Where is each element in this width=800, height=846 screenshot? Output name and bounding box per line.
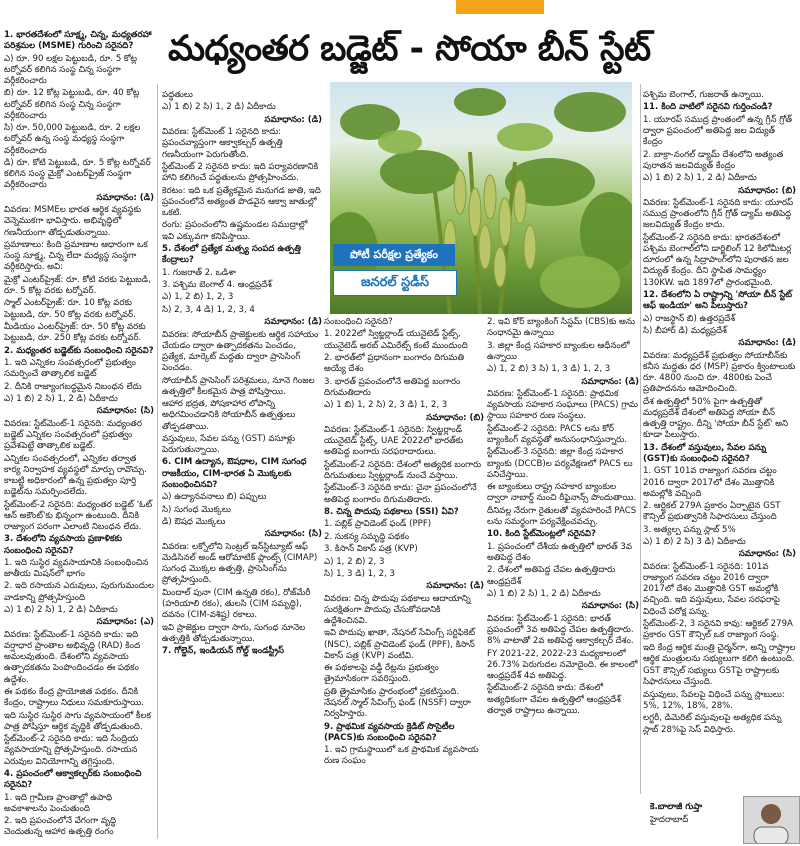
answer-line: సమాధానం: (సి) (264, 529, 322, 540)
paragraph: ఎ) 1, 2 బి) 1, 2, 3 (162, 292, 234, 303)
paragraph: 1. 2022లో స్విట్జర్లాండ్ యునైటెడ్ స్టేట్స్, యునైటెడ్ అరబ్ ఎమిరేట్స్ కంటే ముందుంది (324, 329, 468, 351)
question-text: 7. గోల్డెన్, ఇండియన్ గోల్డ్ ఇండస్ట్రీస్ (162, 646, 284, 657)
paragraph: 2. బాక్రా-నంగల్ డ్యామ్ దేశంలోని అత్యంత పురాతన జలవిద్యుత్ కేంద్రం (643, 149, 784, 171)
article-column-3 (324, 317, 484, 839)
paragraph: ఎ) ఉద్యానవనాలు బి) పప్పులు (162, 492, 267, 503)
paragraph: సి) రూ. 50,000 పెట్టుబడి, రూ. 2 లక్షల టర్నోవర్ ఉన్న సంస్థ మధ్యస్థ సంస్థగా వర్గీకరించారు (4, 123, 141, 156)
paragraph: లగ్జరీ, డిమెరిట్ వస్తువులపై అత్యధిక పన్ను స్లాబ్ 28%పై సెస్ విధిస్తారు. (643, 713, 782, 735)
paragraph: 2. ఆర్టికల్ 279A ప్రకారం ఏర్పాటైన GST కౌన్సిల్ ప్రభుత్వానికి సిఫారసులు చేస్తుంది (643, 501, 781, 523)
person-icon (744, 797, 799, 843)
paragraph: 2. దేశంలో అతిపెద్ద చేపల ఉత్పత్తిదారు ఆంధ్రప్రదేశ్ (487, 565, 616, 587)
paragraph: ఎ) 1 బి) 2 సి) 1, 2 డి) ఏదీకాదు (4, 393, 118, 404)
paragraph: స్టేట్‌మెంట్-2 సరైనది కాదు: భారతదేశంలో పశ్చిమ బెంగాల్‌లోని డార్జిలింగ్ 12 కిలోమీటర్ల దూరంలో ఉన్న సిద్రాపాంగ్‌లోని పురాతన జల విద్యుత్ కేంద్రం. దీని స్థాపిత సామర్థ్యం 130KW. ఇది 1897లో ప్రారంభమైంది. (643, 232, 792, 288)
paragraph: సి) సుగంధ మొక్కలు (162, 504, 231, 515)
paragraph: ఈ పథకం కేంద్ర ప్రాయోజిత పథకం. దీనికి కేంద్రం, రాష్ట్రాలు నిధులు సమకూరుస్తాయి. (4, 687, 144, 709)
paragraph: 1. యూరప్‌ సముద్ర ప్రాంతంలో ఉన్న గ్రీన్ గ్రోత్ ద్వారా ప్రపంచంలో అతిపెద్ద జల విద్యుత్ కేంద్రం (643, 114, 793, 148)
paragraph: స్మాల్ ఎంటర్‌ప్రైజ్: రూ. 10 కోట్ల వరకు పెట్టుబడి, రూ. 50 కోట్ల వరకు టర్నోవర్. (4, 298, 136, 320)
paragraph: 1. GST 101వ రాజ్యాంగ సవరణ చట్టం 2016 ద్వారా 2017లో దేశం మొత్తానికి అమల్లోకి వచ్చింది (643, 466, 777, 499)
paragraph: FY 2021-22, 2022-23 మధ్యకాలంలో 26.73% పెరుగుదల నమోదైంది. ఈ కాలంలో ఆంధ్రప్రదేశ్ 4వ అతిపెద్ద. (487, 648, 638, 681)
paragraph: కెరటం: ఇది ఒక ప్రత్యేకమైన మనుగడ జాతి, ఇది ప్రపంచంలోనే అత్యంత పొడవైన ఆక్వా జాతుల్లో ఒకటి. (162, 185, 321, 218)
question-text: 2. మధ్యంతర బడ్జెట్‌కు సంబంధించి సరైనవి? (4, 345, 154, 356)
paragraph: వస్తువులు, సేవలపై విధించే పన్ను స్లాబులు: 5%, 12%, 18%, 28%. (643, 689, 785, 712)
paragraph: ఎ) రాజస్థాన్ బి) ఉత్తరప్రదేశ్ (643, 313, 736, 324)
paragraph: 1. పబ్లిక్ ప్రావిడెంట్ ఫండ్ (PPF) (324, 519, 432, 530)
paragraph: వివరణ: స్టేట్‌మెంట్-1 సరైనది కాదు: ఇది వర్షాధార ప్రాంతాల అభివృద్ధి (RAD) కింద అమలవుతుంది. దేశంలోని వ్యవసాయ ఉత్పాదకతను పెంపొందించడం ఈ పథకం ఉద్దేశం. (4, 629, 141, 685)
article-column-4 (487, 317, 639, 839)
paragraph: సి) బీహార్ డి) మధ్యప్రదేశ్ (643, 325, 727, 336)
paragraph: సి) 1, 3 డి) 1, 2, 3 (324, 568, 396, 579)
paragraph: వివరణ: స్టేట్‌మెంట్-1 సరైనది: 101వ రాజ్యాంగ సవరణ చట్టం 2016 ద్వారా 2017లో దేశం మొత్తానికి GST అమల్లోకి వచ్చింది. ఇది వస్తువులు, సేవల సరఫరాపై విధించే పరోక్ష పన్ను. (643, 561, 780, 617)
paragraph: స్టేట్‌మెంట్-3 సరైనది కాదు: చైనా ప్రపంచంలోనే అతిపెద్ద బంగారం దిగుమతిదారు. (324, 483, 477, 505)
paragraph: వివరణ: స్టేట్‌మెంట్ 1 సరైనది కాదు: ప్రపంచవ్యాప్తంగా ఆక్వాకల్చర్ ఉత్పత్తి గణనీయంగా పెరుగుతోంది. (162, 127, 283, 160)
paragraph: వస్తువులు, సేవల పన్ను (GST) వసూళ్లు పెరుగుతున్నాయి. (162, 433, 295, 456)
paragraph: ఎన్నికల సంవత్సరంలో, ఎన్నికల తర్వాత కార్య నిర్వాహక వ్యవస్థలో మార్పు రావొచ్చు. కాబట్టి అధికారంలో ఉన్న ప్రభుత్వం పూర్తి బడ్జెట్‌ను సమర్పించలేదు. (4, 453, 147, 498)
paragraph: స్టేట్‌మెంట్-2 సరైనది: దేశంలో అత్యధిక బంగారు దిగుమతులు స్విట్జర్లాండ్ నుంచే వస్తాయి. (324, 459, 482, 481)
column-divider (157, 84, 158, 839)
paragraph: వివరణ: స్టేట్‌మెంట్-1 సరైనది: భారత్ ప్రపంచంలో 3వ అతిపెద్ద చేపల ఉత్పత్తిదారు. 8% వాటాతో 2వ అతిపెద్ద ఆక్వాకల్చర్ దేశం. (487, 613, 634, 647)
paragraph: స్టేట్‌మెంట్-2 సరైనది: PACS లను కోర్ బ్యాంకింగ్ వ్యవస్థతో అనుసంధానిస్తున్నారు. (487, 423, 627, 445)
paragraph: మిందాల్ పునా (CIM ఉన్నతి రకం), రోజ్‌మేరీ (హరియాలి రకం), తులసి (CIM సమృద్ధి), దవనం (CIM-వశిష్ట) రకాలు. (162, 587, 311, 621)
paragraph: 2. దీనికి రాజ్యాంగబద్ధమైన నిబంధన లేదు (4, 381, 142, 392)
paragraph: ఎ) 1 బి) 2 సి) 1, 2 డి) ఏదీకాదు (4, 605, 118, 616)
paragraph: ఈ బ్యాంకులు రాష్ట్ర సహకార బ్యాంకుల ద్వారా నాబార్డ్ నుంచి రీఫైనాన్స్ పొందుతాయి. (487, 482, 637, 504)
question-text: 3. దేశంలోని వ్యవసాయ ప్రణాళికకు సంబంధించి సరైనవి? (4, 534, 122, 556)
paragraph: ఎ) రూ. 90 లక్షల పెట్టుబడి, రూ. 5 కోట్ల టర్నోవర్ కలిగిన సంస్థ చిన్న సంస్థగా వర్గీకరించారు (4, 53, 138, 86)
paragraph: ప్రతి త్రైమాసికం ప్రారంభంలో ప్రకటిస్తుంది. నేషనల్ స్మాల్ సేవింగ్స్ ఫండ్ (NSSF) ద్వారా నిర్వహిస్తారు. (324, 686, 471, 720)
paragraph: ఎ) 1 బి) 2 సి) 1, 2 డి) ఏదీకాదు (162, 102, 276, 113)
answer-line: సమాధానం: (ఎ) (96, 617, 154, 628)
paragraph: ఎ) 1 బి) 1, 2 సి) 2, 3 డి) 1, 2, 3 (324, 400, 448, 411)
paragraph: వివరణ: స్టేట్‌మెంట్-1 సరైనది: మధ్యంతర బడ్జెట్ ఎన్నికల సంవత్సరంలో ప్రభుత్వం ప్రవేశపెట్టే తాత్కాలిక బడ్జెట్. (4, 418, 142, 452)
paragraph: 1. ప్రపంచంలో దేశీయ ఉత్పత్తిలో భారత్ 3వ అతిపెద్ద దేశం (487, 541, 633, 563)
newspaper-logo-band (456, 0, 544, 14)
answer-line: సమాధానం: (డి) (96, 192, 154, 203)
photo-caption-special: పోటీ పరీక్షల ప్రత్యేకం (333, 244, 455, 266)
paragraph: 1. ఇది సుస్థిర వ్యవసాయానికి సంబంధించిన జాతీయ మిషన్‌లో భాగం (4, 557, 149, 580)
paragraph: వివరణ: స్టేట్‌మెంట్-1 సరైనది: ప్రాథమిక వ్యవసాయ సహకార సంఘాలు (PACS) గ్రామ స్థాయి సహకార రుణ సంస్థలు. (487, 388, 638, 422)
paragraph: ఎ) 1 బి) 2 సి) 3 డి) ఏదీకాదు (643, 537, 746, 548)
question-text: 11. కింది వాటిలో సరైనవి గుర్తించండి? (643, 102, 773, 113)
paragraph: ఇవి ప్రాజెక్టుల ద్వారా సాగు, సుగంధ నూనెల ఉత్పత్తికి తోడ్పడుతున్నాయి. (162, 622, 306, 644)
answer-line: సమాధానం: (సి) (96, 406, 154, 417)
paragraph: ఎ) 1 బి) 2 సి) 1, 2 డి) ఏదీకాదు (643, 173, 757, 184)
question-text: 13. దేశంలో వస్తువులు, సేవల పన్ను (GST)కు సంబంధించి సరైనది? (643, 442, 767, 464)
paragraph: 2. ఇది రసాయన ఎరువులు, పురుగుమందుల వాడకాన్ని ప్రోత్సహిస్తుంది (4, 581, 154, 603)
paragraph: ఎ) 1, 2 బి) 3 సి) 1, 3 డి) 1, 2, 3 (487, 364, 611, 375)
paragraph: స్టేట్‌మెంట్-2 సరైనది కాదు: దేశంలో అత్యధికంగా చేపల ఉత్పత్తిలో ఆంధ్రప్రదేశ్ తర్వాత రాష్ట్రాలు ఉన్నాయి. (487, 683, 621, 716)
paragraph: వివరణ: లక్నోలోని సెంట్రల్ ఇన్‌స్టిట్యూట్ ఆఫ్ మెడిసినల్ అండ్ ఆరోమాటిక్ ప్లాంట్స్ (CIMAP) సుగంధ మొక్కల ఉత్పత్తి, ప్రాసెసింగ్‌ను ప్రోత్సహిస్తుంది. (162, 541, 318, 586)
photo-caption-general-studies: జనరల్ స్టడీస్ (333, 270, 457, 296)
question-text: 8. చిన్న పొదుపు పథకాలు (SSI) ఏవి? (324, 506, 459, 517)
paragraph: స్టేట్‌మెంట్-2 సరైనది కాదు: ఇది సేంద్రియ వ్యవసాయాన్ని ప్రోత్సహిస్తుంది. రసాయన ఎరువుల వినియోగాన్ని తగ్గిస్తుంది. (4, 734, 139, 767)
paragraph: 3. అత్యల్ప పన్ను స్లాబ్ 5% (643, 524, 736, 535)
question-text: 12. దేశంలోని ఏ రాష్ట్రాన్ని 'సోయా బీన్ స్టేట్ ఆఫ్ ఇండియా' అని పిలుస్తారు? (643, 289, 793, 312)
paragraph: 3. కిసాన్ వికాస్ పత్ర (KVP) (324, 544, 418, 555)
question-text: 1. భారతదేశంలో సూక్ష్మ, చిన్న, మధ్యతరహా పరిశ్రమల (MSME) గురించి సరైనది? (4, 30, 152, 52)
author-box (650, 796, 798, 844)
article-column-1 (4, 30, 154, 842)
paragraph: స్టేట్‌మెంట్-2, 3 సరైనవి కావు: ఆర్టికల్ 279A ప్రకారం GST కౌన్సిల్ ఒక రాజ్యాంగ సంస్థ. (643, 619, 793, 641)
paragraph: దేశ ఉత్పత్తిలో 50% పైగా ఉత్పత్తితో మధ్యప్రదేశ్ దేశంలో అతిపెద్ద సోయా బీన్ ఉత్పత్తి రాష్ట్రం. దీన్ని 'సోయా బీన్ స్టేట్' అని కూడా పిలుస్తారు. (643, 396, 788, 441)
paragraph: ఈ పథకాలపై వడ్డీ రేట్లను ప్రభుత్వం త్రైమాసికంగా సవరిస్తుంది. (324, 663, 439, 685)
paragraph: వివరణ: స్టేట్‌మెంట్-1 సరైనది: స్విట్జర్లాండ్ యునైటెడ్ స్టేట్స్, UAE 2022లో భారత్‌కు అతిపెద్ద బంగారు సరఫరాదారులు. (324, 424, 464, 458)
column-divider (640, 84, 641, 794)
paragraph: బి) రూ. 12 కోట్ల పెట్టుబడి, రూ. 40 కోట్ల టర్నోవర్ కలిగిన సంస్థ చిన్న సంస్థగా వర్గీకరించారు (4, 88, 140, 121)
paragraph: వివరణ: సోయాబీన్ ప్రాజెక్టులకు ఆర్థిక సహాయం చేయడం ద్వారా ఉత్పాదకతను పెంచడం, ప్రత్యేక, మార్కెట్ మద్దతు ద్వారా ప్రాసెసింగ్ పెంచడం. (162, 329, 319, 374)
paragraph: డి) ఔషధ మొక్కలు (162, 517, 226, 528)
question-text: 9. ప్రాథమిక వ్యవసాయ క్రెడిట్ సొసైటీల (PACS)కు సంబంధించి సరైనవి? (324, 721, 455, 743)
answer-line: సమాధానం: (బి) (738, 185, 796, 196)
paragraph: 1. ఇవి గ్రామస్థాయిలో ఒక ప్రాథమిక వ్యవసాయ రుణ సంఘం (324, 745, 479, 767)
answer-line: సమాధానం: (డి) (581, 376, 639, 387)
top-strip (0, 0, 800, 14)
author-photo (743, 796, 800, 844)
paragraph: వివరణ: చిన్న పొదుపు పథకాలు ఆదాయాన్ని సురక్షితంగా పొదుపు చేసుకోవడానికి ఉద్దేశించినవి. (324, 593, 471, 627)
answer-line: సమాధానం: (సి) (738, 549, 796, 560)
paragraph: ప్రమాణాలు: కింది ప్రమాణాల ఆధారంగా ఒక సంస్థ సూక్ష్మ, చిన్న లేదా మధ్యస్థ సంస్థగా వర్గీకరిస్తారు. అవి: (4, 239, 148, 273)
article-column-5 (643, 90, 796, 840)
question-text: 6. CIM ఉద్యాన, ఔషధాల, CIM సుగంధ రాజకీయం, CIM-భారత ఏ మొక్కలకు సంబంధించినవి? (162, 457, 307, 490)
paragraph: మీడియం ఎంటర్‌ప్రైజ్: రూ. 50 కోట్ల వరకు పెట్టుబడి, రూ. 250 కోట్ల వరకు టర్నోవర్. (4, 321, 146, 344)
paragraph: స్టేట్‌మెంట్-3 సరైనది: జిల్లా కేంద్ర సహకార బ్యాంకు (DCCB)ల పర్యవేక్షణలో PACS లు పనిచేస్తాయి. (487, 447, 633, 480)
paragraph: 1. ఇది ఎన్నికల సంవత్సరంలో ప్రభుత్వం సమర్పించే తాత్కాలిక బడ్జెట్ (4, 357, 136, 380)
paragraph: 2. సుకన్య సమృద్ధి పథకం (324, 531, 410, 542)
paragraph: స్టేట్‌మెంట్ 2 సరైనది కాదు: ఇది పర్యావరణానికి హాని కలిగించే పద్ధతులను ప్రోత్సహించదు. (162, 161, 319, 184)
paragraph: 3. జిల్లా కేంద్ర సహకార బ్యాంకుల ఆధీనంలో ఉన్నాయి (487, 340, 630, 362)
question-text: 5. దేశంలో ప్రత్యేక మత్స్య సంపద ఉత్పత్తి కేంద్రాలు? (162, 243, 301, 266)
paragraph: GST కౌన్సిల్ సభ్యులు GSTపై రాష్ట్రాలకు సిఫారసులు చేస్తుంది. (643, 666, 780, 688)
paragraph: దీనివల్ల నేరుగా రైతులతో వ్యవహరించే PACS లను సమర్థంగా పర్యవేక్షించవచ్చు. (487, 505, 637, 527)
paragraph: ఎ) 1 బి) 2 సి) 1, 2 డి) ఏదీకాదు (487, 588, 601, 599)
answer-line: సమాధానం: (డి) (264, 114, 322, 125)
answer-line: సమాధానం: (డి) (426, 581, 484, 592)
paragraph: 2. ఇవి కోర్ బ్యాంకింగ్ సిస్టమ్ (CBS)కు అను సంధానమై ఉన్నాయి (487, 317, 635, 339)
paragraph: ఎ) 1, 2 బి) 2, 3 (324, 556, 385, 567)
paragraph: స్టేట్‌మెంట్-2 సరైనది: మధ్యంతర బడ్జెట్ 'ఓట్ ఆన్ అకౌంట్'కు భిన్నంగా ఉంటుంది. దీనికి రాజ్యాంగ పరంగా ఎలాంటి నిబంధన లేదు. (4, 499, 153, 532)
paragraph: సి) 2, 3, 4 డి) 1, 2, 3, 4 (162, 304, 255, 315)
paragraph: ఇది సుస్థిర సుస్థిర సాగు వ్యవసాయంలో కీలక పాత్ర పోషిస్తూ ఆర్థిక వృద్ధికి తోడ్పడుతుంది. (4, 710, 151, 732)
answer-line: సమాధానం: (డి) (738, 338, 796, 349)
paragraph: డి) రూ. కోటి పెట్టుబడి, రూ. 5 కోట్ల టర్నోవర్ కలిగిన సంస్థ మైక్రో ఎంటర్‌ప్రైజ్ సంస్థగా వర్గీకరించారు (4, 157, 151, 191)
author-place: హైదరాబాద్ (650, 815, 689, 825)
paragraph: 2. భారత్‌లో ప్రధానంగా బంగారం దిగుమతి అయ్యే దేశం (324, 352, 465, 375)
question-text: 4. ప్రపంచంలో ఆక్వాకల్చర్‌కు సంబంధించి సరైనవి? (4, 769, 142, 791)
answer-line: సమాధానం: (సి) (581, 601, 639, 612)
paragraph: రంగు: ప్రపంచంలోని ఉష్ణమండల సముద్రాల్లో ఇవి ఎక్కువగా కనిపిస్తాయి. (162, 220, 308, 242)
paragraph: 3. భారత్ ప్రపంచంలోనే అతిపెద్ద బంగారం దిగుమతిదారు (324, 376, 461, 398)
answer-line: సమాధానం: (బి) (426, 412, 484, 423)
paragraph: పశ్చిమ బెంగాల్, గుజరాత్ ఉన్నాయి. (643, 90, 765, 100)
paragraph: పద్ధతులు (162, 90, 193, 100)
paragraph: 1. గుజరాత్ 2. ఒడిశా (162, 267, 236, 278)
author-name: కె.బాలాజీ గుప్తా (650, 802, 703, 812)
paragraph: ఇది కేంద్ర ఆర్థిక మంత్రి చైర్మన్‌గా, అన్ని రాష్ట్రాల ఆర్థిక మంత్రులను సభ్యులుగా కలిగి ఉంటుంది. (643, 642, 796, 664)
paragraph: ఆహార భద్రత, పోషకాహార లోపాన్ని అధిగమించడానికి సోయాబీన్ ఉత్పత్తులు తోడ్పడతాయి. (162, 399, 296, 432)
paragraph: వివరణ: స్టేట్‌మెంట్-1 సరైనది కాదు: యూరప్ సముద్ర ప్రాంతంలోని గ్రీన్ గ్రోత్ డ్యామ్ అతిపెద్ద జలవిద్యుత్ కేంద్రం కాదు. (643, 197, 794, 231)
paragraph: 2. ఇది ప్రపంచంలోనే వేగంగా వృద్ధి చెందుతున్న ఆహార ఉత్పత్తి రంగం (4, 816, 117, 838)
paragraph: వివరణ: MSMEల భారత ఆర్థిక వ్యవస్థకు వెన్నెముకగా భావిస్తారు. అభివృద్ధిలో గణనీయంగా తోడ్పడుతున్నాయి. (4, 205, 142, 238)
question-text: 10. కింది స్టేట్‌మెంట్లలో సరైనవి? (487, 529, 596, 540)
paragraph: ఇవి పొదుపు ఖాతా, నేషనల్ సేవింగ్స్ సర్టిఫికెట్ (NSC), పబ్లిక్ ప్రావిడెంట్ ఫండ్ (PPF), కిసాన్ వికాస్ పత్ర (KVP) వంటివి. (324, 628, 475, 661)
article-column-2 (162, 90, 322, 840)
paragraph: వివరణ: మధ్యప్రదేశ్ ప్రభుత్వం సోయాబీన్‌కు కనీస మద్దతు ధర (MSP) ప్రకారం క్వింటాలుకు రూ. 4800 నుంచి రూ. 4800కు పెంచే ప్రతిపాదనను ఆమోదించింది. (643, 350, 796, 395)
answer-line: సమాధానం: (డి) (264, 317, 322, 328)
paragraph: సంబంధించి సరైనది? (324, 317, 393, 327)
paragraph: మైక్రో ఎంటర్‌ప్రైజ్: రూ. కోటి వరకు పెట్టుబడి, రూ. 5 కోట్ల వరకు టర్నోవర్. (4, 274, 151, 296)
paragraph: 3. పశ్చిమ బెంగాల్ 4. ఆంధ్రప్రదేశ్ (162, 279, 272, 290)
paragraph: సోయాబీన్ ప్రాసెసింగ్ పరిశ్రమలు, నూనె గింజల ఉత్పత్తిలో కీలకమైన పాత్ర పోషిస్తాయి. (162, 375, 315, 397)
page-title: మధ్యంతర బడ్జెట్ - సోయా బీన్ స్టేట్ (168, 29, 651, 69)
paragraph: 1. ఇది గ్రామీణ ప్రాంతాల్లో ఉపాధి అవకాశాలను పెంచుతుంది (4, 792, 113, 814)
